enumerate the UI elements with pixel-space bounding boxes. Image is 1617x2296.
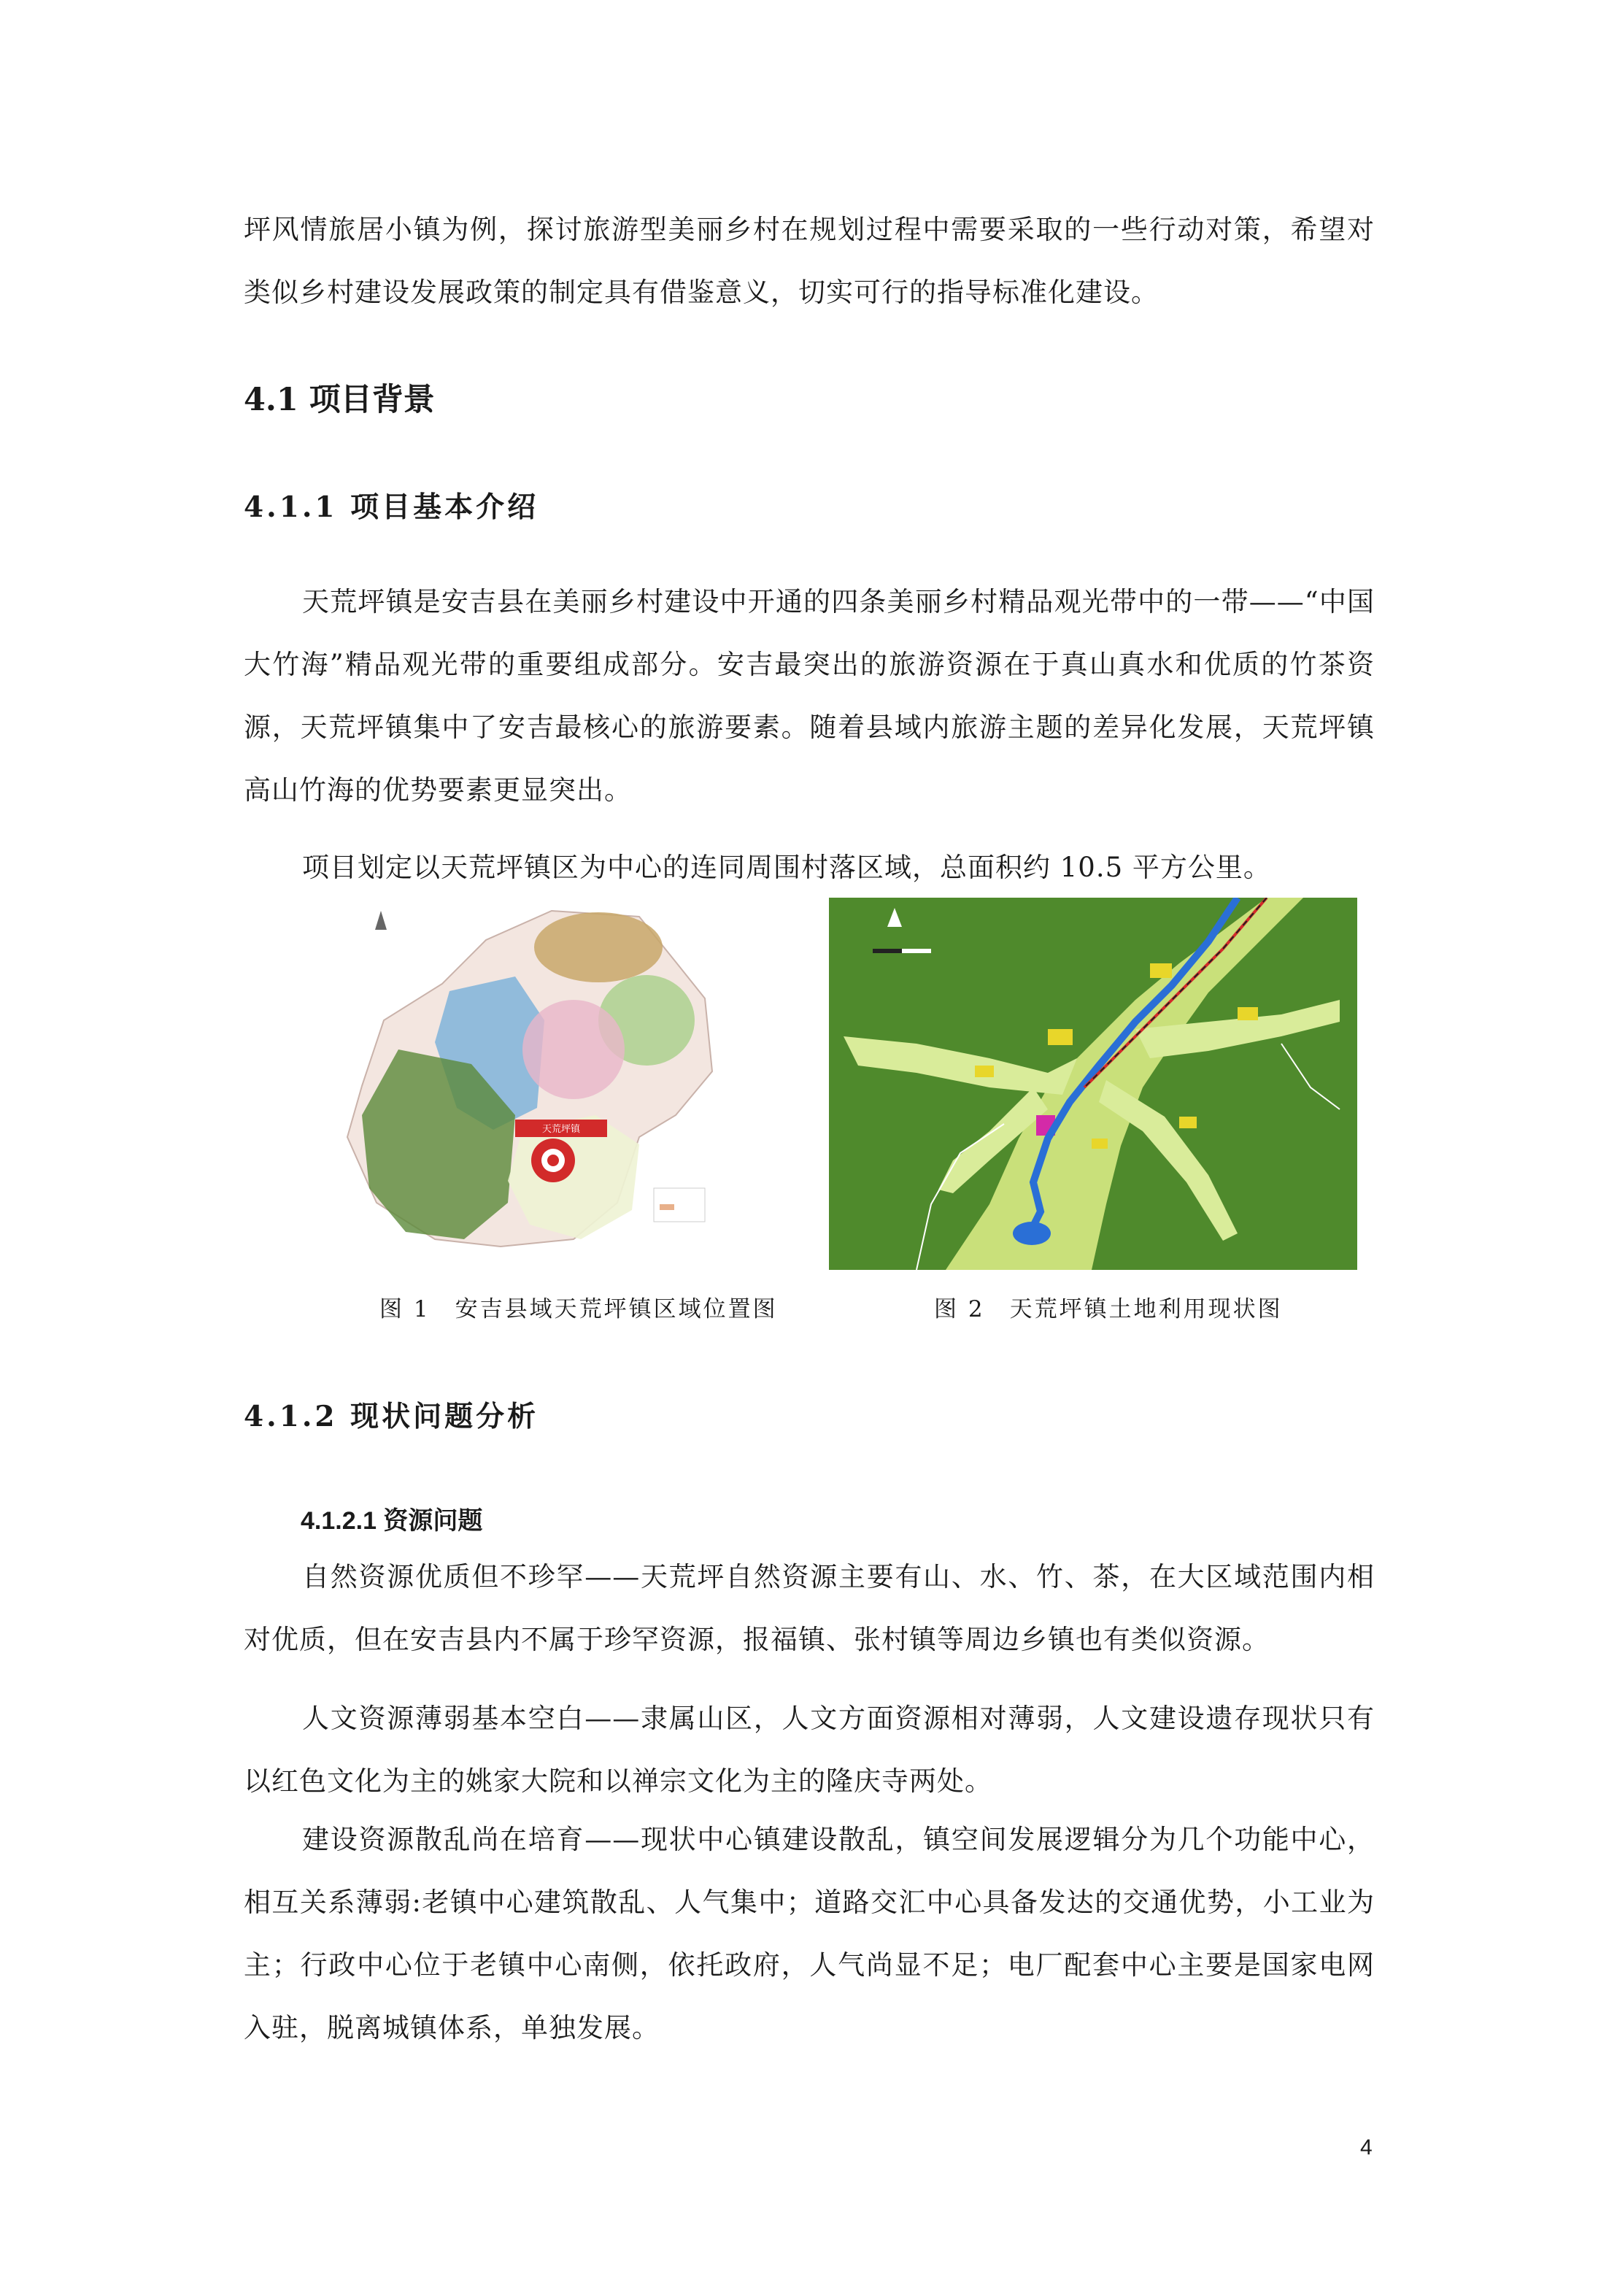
figure-2-caption: 图 2 天荒坪镇土地利用现状图: [934, 1296, 1283, 1322]
landuse-map-graphic: [829, 898, 1357, 1270]
page-number: 4: [1360, 2135, 1373, 2160]
heading-4-1-2-1: 4.1.2.1 资源问题: [301, 1507, 483, 1535]
heading-4-1-2: 4.1.2 现状问题分析: [244, 1400, 539, 1433]
heading-4-1-1: 4.1.1 项目基本介绍: [244, 490, 539, 524]
figure-2-landuse-map: [829, 898, 1357, 1270]
paragraph-project-intro: 天荒坪镇是安吉县在美丽乡村建设中开通的四条美丽乡村精品观光带中的一带——“中国大竹海”精品观光带的重要组成部分。安吉最突出的旅游资源在于真山真水和优质的竹茶资源，天荒坪镇集中了安吉最核心的旅游要素。随着县域内旅游主题的差异化发展，天荒坪镇高山竹海的优势要素更显突出。: [244, 586, 1375, 806]
heading-4-1: 4.1 项目背景: [244, 382, 435, 418]
figure-1-caption: 图 1 安吉县域天荒坪镇区域位置图: [379, 1296, 778, 1322]
figure-1-location-map: [333, 896, 724, 1267]
paragraph-natural-resources: 自然资源优质但不珍罕——天荒坪自然资源主要有山、水、竹、茶，在大区域范围内相对优质，但在安吉县内不属于珍罕资源，报福镇、张村镇等周边乡镇也有类似资源。: [244, 1561, 1375, 1655]
figure-1-label: 天荒坪镇: [541, 1124, 581, 1135]
location-map-graphic: [333, 896, 724, 1267]
paragraph-project-area: 项目划定以天荒坪镇区为中心的连同周围村落区域，总面积约 10.5 平方公里。: [302, 852, 1271, 883]
paragraph-cultural-resources: 人文资源薄弱基本空白——隶属山区，人文方面资源相对薄弱，人文建设遗存现状只有以红色文化为主的姚家大院和以禅宗文化为主的隆庆寺两处。: [244, 1703, 1375, 1797]
intro-paragraph: 坪风情旅居小镇为例，探讨旅游型美丽乡村在规划过程中需要采取的一些行动对策，希望对类似乡村建设发展政策的制定具有借鉴意义，切实可行的指导标准化建设。: [244, 214, 1375, 308]
paragraph-construction-resources: 建设资源散乱尚在培育——现状中心镇建设散乱，镇空间发展逻辑分为几个功能中心，相互关系薄弱:老镇中心建筑散乱、人气集中；道路交汇中心具备发达的交通优势，小工业为主；行政中心位于老镇中心南侧，依托政府，人气尚显不足；电厂配套中心主要是国家电网入驻，脱离城镇体系，单独发展。: [244, 1824, 1375, 2043]
